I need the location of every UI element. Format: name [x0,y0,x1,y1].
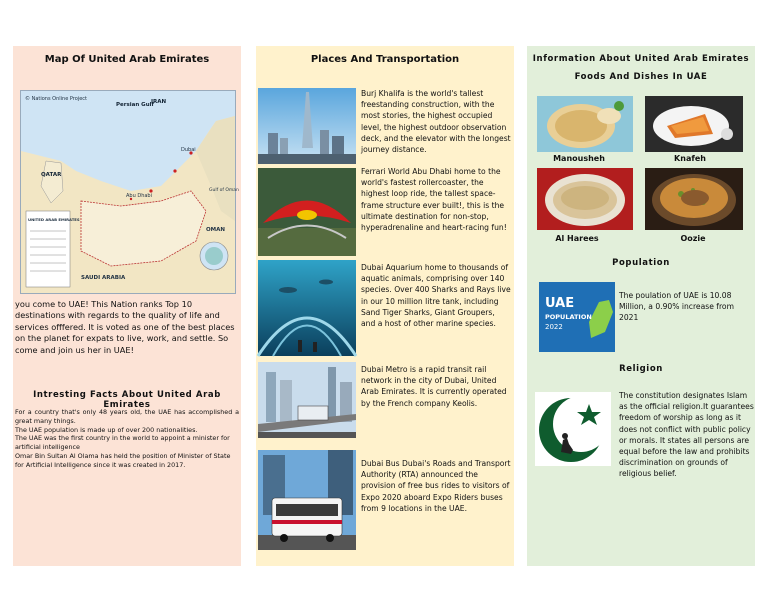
dubai-bus-text: Dubai Bus Dubai's Roads and Transport Authority (RTA) announced the provision of free bus rides to visitors of Expo 2020 aboard Expo Riders buses from 9 locations in the UAE. [361,459,511,513]
map-label-dubai: Dubai [181,147,196,153]
al-harees-image [537,168,633,230]
knafeh-image [645,96,743,152]
religion-title: Religion [619,364,663,374]
burj-khalifa-text: Burj Khalifa is the world's tallest freestanding construction, with the most stories, the highest occupied level, the highest outdoor observation deck, and the elevator with the longest journey distance. [361,89,511,155]
fact-item: Omar Bin Sultan Al Olama has held the position of Minister of State for Artificial Intelligence since it was created in 2017. [15,451,231,469]
places-panel [256,46,514,566]
facts-list [15,408,239,470]
facts-title: Intresting Facts About United Arab Emirates [33,390,221,410]
population-badge-line1: UAE [545,296,575,311]
burj-khalifa-image [258,88,356,164]
foods-title: Foods And Dishes In UAE [574,72,708,82]
uae-map-image [20,90,239,294]
map-label-iran: IRAN [151,99,167,105]
info-panel-title: Information About United Arab Emirates [532,54,750,64]
dubai-metro-image [258,362,356,438]
islam-crescent-image [535,392,611,466]
population-badge-line3: 2022 [545,323,563,331]
dubai-aquarium-image [258,260,356,356]
places-panel-title: Places And Transportation [310,54,460,65]
map-label-qatar: QATAR [41,172,62,178]
food-caption-al-harees: Al Harees [555,234,599,243]
food-caption-knafeh: Knafeh [674,154,706,163]
religion-text: The constitution designates Islam as the official religion.It guarantees freedom of worship as long as it does not conflict with public policy or morals. It states all persons are equal before the law and prohibits discrimination on grounds of religious belief. [619,391,754,479]
dubai-aquarium-text: Dubai Aquarium home to thousands of aquatic animals, comprising over 140 species. Over 400 Sharks and Rays live in our 10 million litre tank, including Sand Tiger Sharks, Giant Groupers, and a host of other marine species. [361,263,511,329]
population-title: Population [612,258,670,268]
map-label-gulf-of-oman: Gulf of Oman [209,188,239,193]
map-credit: © Nations Online Project [25,96,87,102]
manousheh-image [537,96,633,152]
map-panel-title: Map Of United Arab Emirates [44,54,210,65]
map-panel [13,46,241,566]
fact-item: The UAE population is made up of over 200 nationalities. [15,425,198,434]
map-legend-title: UNITED ARAB EMIRATES [28,217,80,222]
food-caption-oozie: Oozie [680,234,706,243]
ferrari-world-text: Ferrari World Abu Dhabi home to the world's fastest rollercoaster, the highest loop ride, the tallest space-frame structure ever built!, this is the ultimate destination for non-stop, hyperadrenaline and heart-racing fun! [361,167,507,233]
dubai-metro-text: Dubai Metro is a rapid transit rail network in the city of Dubai, United Arab Emirates. It is currently operated by the French company Keolis. [361,365,507,408]
map-label-oman: OMAN [206,227,226,233]
population-badge [539,282,615,352]
map-label-saudi-arabia: SAUDI ARABIA [81,275,126,281]
intro-text: you come to UAE! This Nation ranks Top 10 destinations with regards to the quality of life and services offfered. It is voted as one of the best places on the planet for expats to live, work, and settle. So come and join us her in UAE! [15,299,235,355]
map-label-abu-dhabi: Abu Dhabi [126,193,152,199]
population-text: The poulation of UAE is 10.08 Million, a 0.90% increase from 2021 [619,291,734,323]
oozie-image [645,168,743,230]
info-panel [527,46,755,566]
food-caption-manousheh: Manousheh [553,154,605,163]
ferrari-world-image [258,168,356,256]
fact-item: The UAE was the first country in the world to appoint a minister for artificial intelligence [15,434,230,452]
map-label-persian-gulf: Persian Gulf [116,102,154,108]
fact-item: For a country that's only 48 years old, the UAE has accomplished a great many things. [15,408,239,425]
dubai-bus-image [258,450,356,550]
population-badge-line2: POPULATION [545,313,592,321]
